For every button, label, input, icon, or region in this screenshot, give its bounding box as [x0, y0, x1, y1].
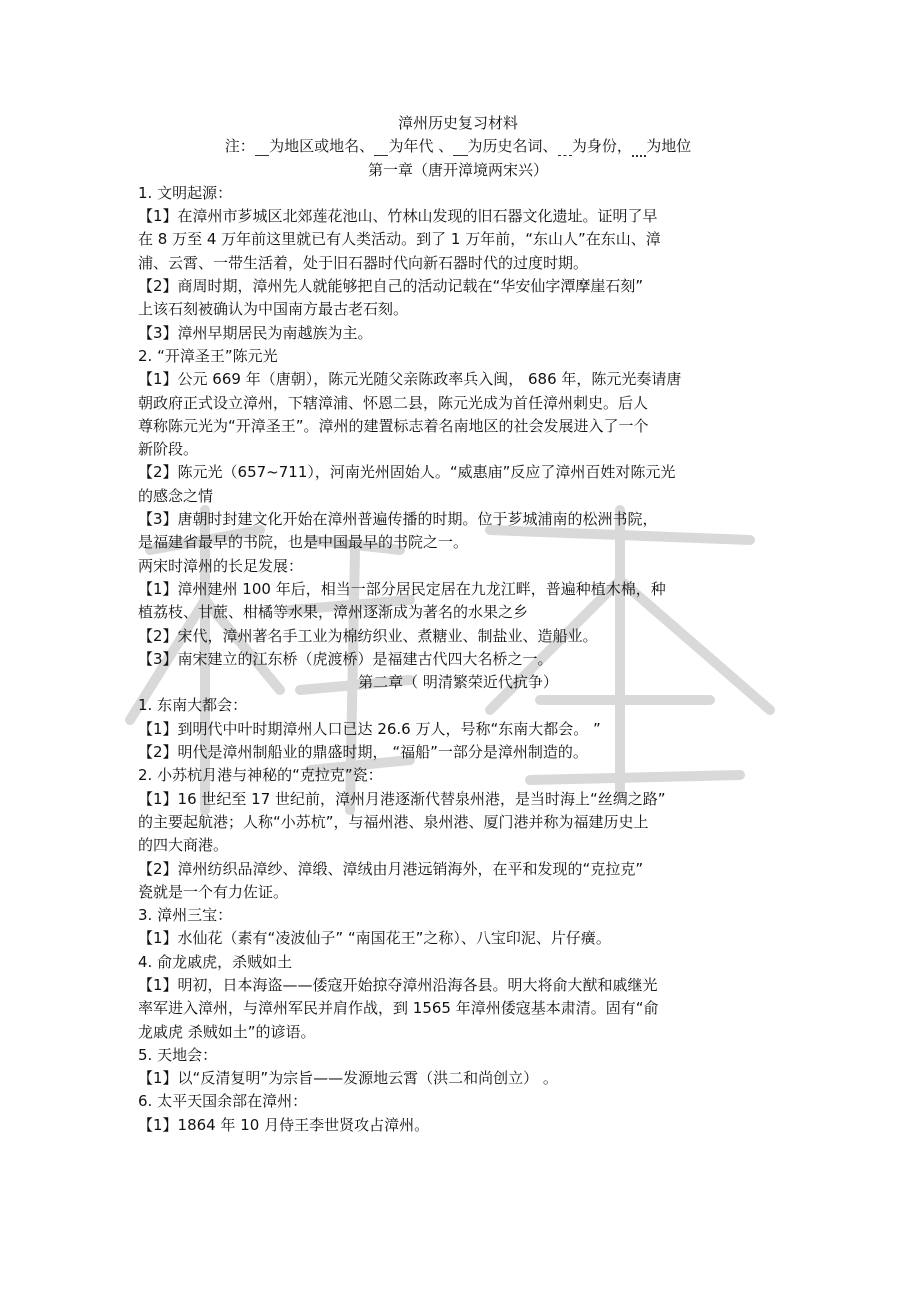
text-line: 瓷就是一个有力佐证。 [138, 882, 289, 901]
text-line: 1. 文明起源： [138, 183, 233, 202]
text-line: 浦、云霄、一带生活着，处于旧石器时代向新石器时代的过度时期。 [138, 253, 589, 272]
text-line: 的四大商港。 [138, 836, 229, 855]
text-line: 的主要起航港；人称“小苏杭”，与福州港、泉州港、厦门港并称为福建历史上 [138, 812, 649, 831]
text-line: 2. 小苏杭月港与神秘的“克拉克”瓷： [138, 766, 383, 785]
chapter-2-body [138, 694, 778, 1137]
text-line: 1. 东南大都会： [138, 696, 248, 715]
text-line: 在 8 万至 4 万年前这里就已有人类活动。到了 1 万年前，“东山人”在东山、漳 [138, 230, 661, 249]
document-page [138, 112, 778, 1137]
text-line: 龙戚虎 杀贼如土”的谚语。 [138, 1022, 316, 1041]
text-line: 是福建省最早的书院，也是中国最早的书院之一。 [138, 533, 469, 552]
text-line: 6. 太平天国余部在漳州： [138, 1092, 308, 1111]
chapter-1-heading: 第一章（唐开漳境两宋兴） [367, 160, 548, 179]
text-line: 3. 漳州三宝： [138, 906, 233, 925]
text-line: 4. 俞龙戚虎，杀贼如土 [138, 952, 293, 971]
text-line: 尊称陈元光为“开漳圣王”。漳州的建置标志着名南地区的社会发展进入了一个 [138, 416, 649, 435]
text-line: 两宋时漳州的长足发展： [138, 556, 304, 575]
text-line: 新阶段。 [138, 440, 199, 459]
text-line: 朝政府正式设立漳州，下辖漳浦、怀恩二县，陈元光成为首任漳州刺史。后人 [138, 393, 649, 412]
text-line: 2. “开漳圣王”陈元光 [138, 346, 278, 365]
text-line: 【3】漳州早期居民为南越族为主。 [138, 323, 373, 342]
text-line: 【1】16 世纪至 17 世纪前，漳州月港逐渐代替泉州港，是当时海上“丝绸之路” [138, 789, 666, 808]
text-line: 率军进入漳州，与漳州军民并肩作战，到 1565 年漳州倭寇基本肃清。固有“俞 [138, 999, 659, 1018]
text-line: 【1】在漳州市芗城区北郊莲花池山、竹林山发现的旧石器文化遗址。证明了早 [138, 207, 658, 226]
text-line: 上该石刻被确认为中国南方最古老石刻。 [138, 300, 409, 319]
text-line: 【1】以“反清复明”为宗旨——发源地云霄（洪二和尚创立） 。 [138, 1069, 558, 1088]
text-line: 【2】漳州纺织品漳纱、漳缎、漳绒由月港远销海外，在平和发现的“克拉克” [138, 859, 644, 878]
text-line: 【2】商周时期，漳州先人就能够把自己的活动记载在“华安仙字潭摩崖石刻” [138, 277, 644, 296]
text-line: 植荔枝、甘蔗、柑橘等水果，漳州逐渐成为著名的水果之乡 [138, 603, 529, 622]
chapter-1-body [138, 182, 778, 671]
text-line: 【3】南宋建立的江东桥（虎渡桥）是福建古代四大名桥之一。 [138, 649, 553, 668]
text-line: 【1】1864 年 10 月侍王李世贤攻占漳州。 [138, 1115, 430, 1134]
text-line: 【1】水仙花（素有“凌波仙子” “南国花王”之称）、八宝印泥、片仔癀。 [138, 929, 611, 948]
legend-line: 注： 为地区或地名、 为年代 、 为历史名词、 为身份， 为地位 [224, 137, 692, 156]
text-line: 【3】唐朝时封建文化开始在漳州普遍传播的时期。位于芗城浦南的松洲书院， [138, 510, 658, 529]
text-line: 【2】陈元光（657~711），河南光州固始人。“威惠庙”反应了漳州百姓对陈元光 [138, 463, 676, 482]
text-line: 【1】公元 669 年（唐朝），陈元光随父亲陈政率兵入闽， 686 年，陈元光奏请唐 [138, 370, 682, 389]
document-title: 漳州历史复习材料 [397, 114, 518, 132]
text-line: 【2】宋代，漳州著名手工业为棉纺织业、煮糖业、制盐业、造船业。 [138, 626, 598, 645]
text-line: 【1】明初，日本海盗——倭寇开始掠夺漳州沿海各县。明大将俞大猷和戚继光 [138, 975, 658, 994]
text-line: 【1】到明代中叶时期漳州人口已达 26.6 万人，号称“东南大都会。 ” [138, 719, 601, 738]
text-line: 5. 天地会： [138, 1045, 218, 1064]
text-line: 【2】明代是漳州制船业的鼎盛时期， “福船”一部分是漳州制造的。 [138, 743, 588, 762]
chapter-2-heading: 第二章（ 明清繁荣近代抗争） [358, 673, 558, 692]
text-line: 的感念之情 [138, 486, 214, 505]
text-line: 【1】漳州建州 100 年后，相当一部分居民定居在九龙江畔，普遍种植木棉，种 [138, 579, 666, 598]
